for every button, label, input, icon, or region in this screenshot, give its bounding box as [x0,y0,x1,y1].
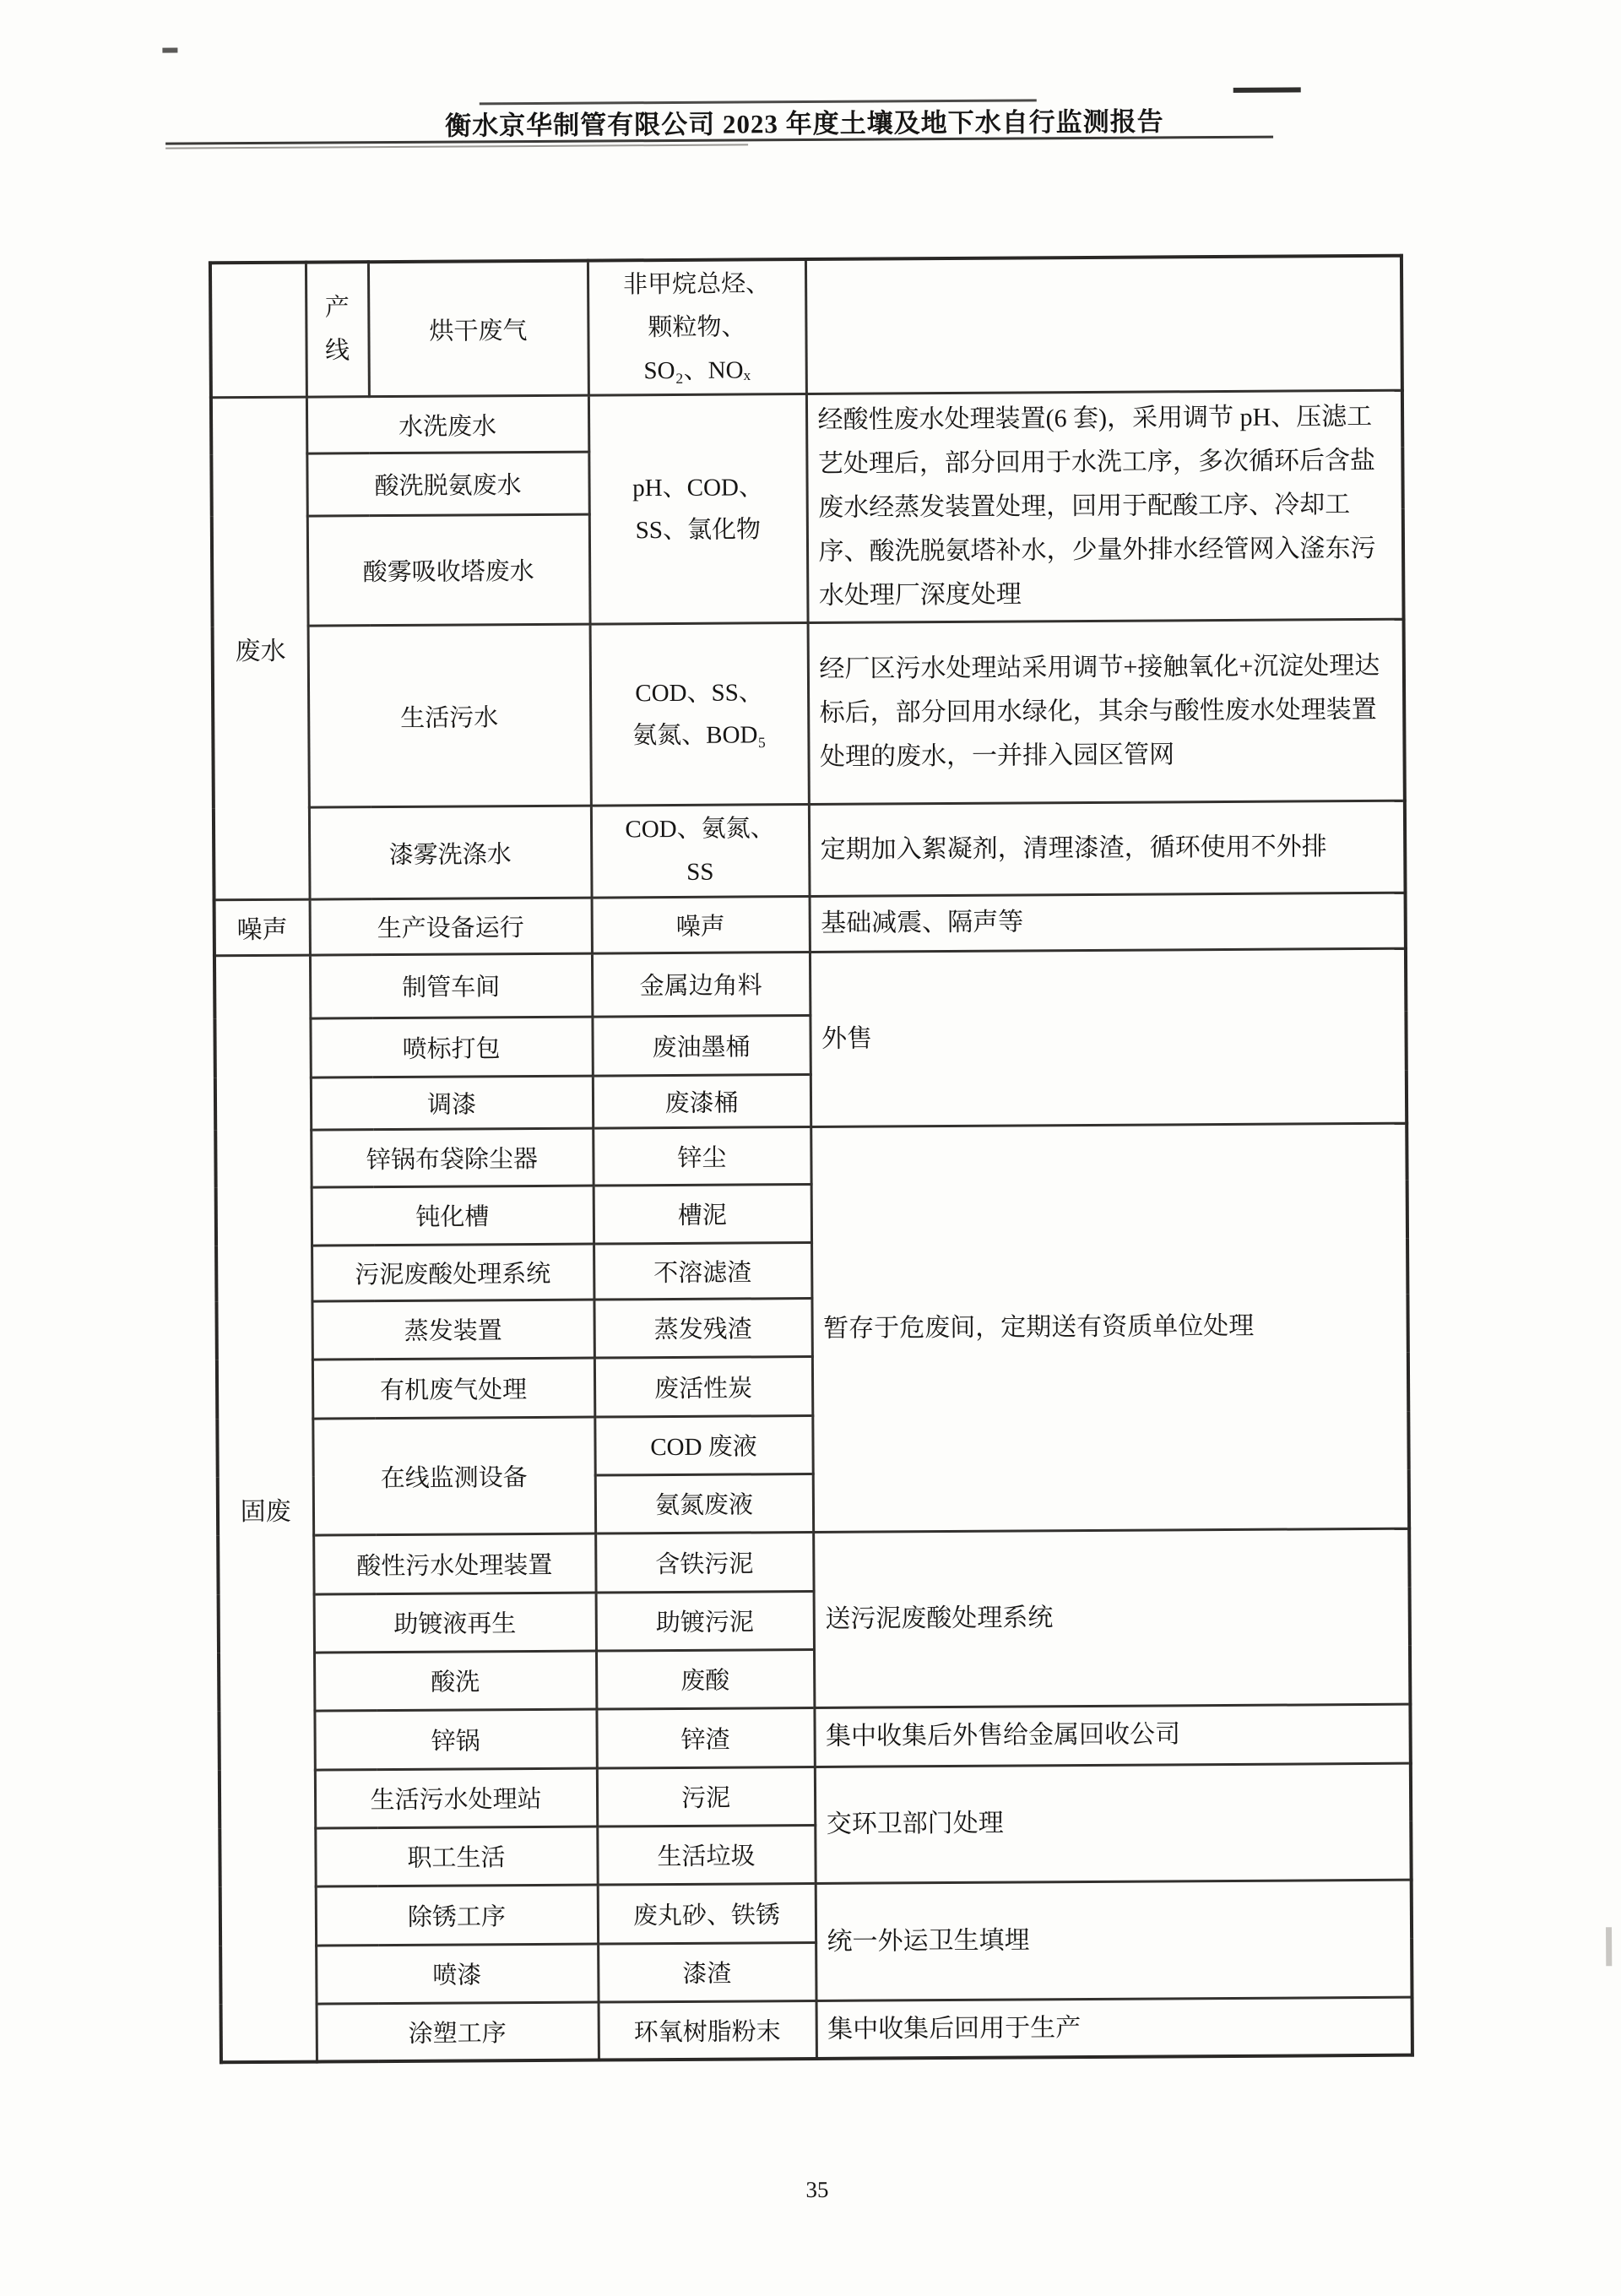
cell-pollutant: 废活性炭 [594,1356,812,1417]
cell-source: 酸性污水处理装置 [313,1533,595,1594]
cell-pollutant: 废酸 [596,1649,814,1709]
cell-treatment: 集中收集后回用于生产 [816,1997,1412,2059]
table-row [214,893,1406,956]
cell-treatment: 送污泥废酸处理系统 [813,1528,1410,1707]
cell-source: 酸雾吸收塔废水 [307,514,590,627]
cell-source-group: 产 线 [306,262,369,397]
cell-pollutant: 非甲烷总烃、 颗粒物、 SO₂、NOₓ [588,259,806,395]
cell-pollutant: COD、氨氮、 SS [591,805,810,898]
cell-pollutant: 废丸砂、铁锈 [598,1883,816,1944]
cell-pollutant: 污泥 [597,1767,815,1826]
scan-artifact-top-left [162,48,177,53]
cell-treatment-empty [805,256,1402,394]
cell-pollutant: 废油墨桶 [592,1015,810,1076]
cell-treatment: 统一外运卫生填埋 [816,1880,1412,2000]
header-divider-line-shadow [165,144,748,149]
cell-source: 涂塑工序 [317,2002,599,2062]
table-row [221,1997,1412,2063]
cell-source: 有机废气处理 [312,1358,594,1419]
cell-source: 水洗废水 [306,395,588,453]
cell-source: 在线监测设备 [312,1417,595,1535]
cell-treatment: 经厂区污水处理站采用调节+接触氧化+沉淀处理达标后，部分回用水绿化，其余与酸性废水处理装置处理的废水，一并排入园区管网 [808,619,1405,804]
cell-source: 助镀液再生 [314,1593,596,1653]
cell-source: 生产设备运行 [310,898,592,955]
cell-pollutant: 噪声 [592,896,810,953]
cell-category: 固废 [214,955,317,2063]
cell-pollutant: 环氧树脂粉末 [599,2000,816,2060]
table-row [218,1528,1409,1595]
cell-source: 除锈工序 [316,1885,598,1946]
table-row [219,1704,1410,1771]
cell-pollutant: 锌渣 [596,1707,814,1768]
scan-artifact-header-dash [1233,87,1301,92]
cell-pollutant: 助镀污泥 [596,1591,814,1651]
scan-artifact-right-edge [1606,1927,1612,1966]
cell-source: 漆雾洗涤水 [309,806,592,899]
cell-pollutant: 生活垃圾 [597,1825,815,1885]
cell-pollutant: 金属边角料 [592,952,810,1017]
page-number: 35 [805,2176,829,2203]
cell-treatment: 暂存于危废间，定期送有资质单位处理 [810,1123,1409,1532]
table-row [214,948,1406,1019]
cell-treatment: 经酸性废水处理装置(6 套)，采用调节 pH、压滤工艺处理后，部分回用于水洗工序，多次循环后含盐废水经蒸发装置处理，回用于配酸工序、冷却工序、酸洗脱氨塔补水，少量外排水经管网入滏东污水处理厂深度处理 [806,390,1404,622]
table-row [213,619,1405,808]
cell-pollutant: 含铁污泥 [595,1532,813,1593]
cell-pollutant: 不溶滤渣 [594,1242,811,1300]
cell-source: 污泥废酸处理系统 [312,1244,594,1301]
cell-treatment: 集中收集后外售给金属回收公司 [814,1704,1410,1767]
cell-treatment: 定期加入絮凝剂，清理漆渣，循环使用不外排 [809,801,1406,896]
cell-source: 职工生活 [315,1826,597,1886]
cell-category: 噪声 [214,899,310,956]
table-row [220,1880,1412,1946]
table-row [210,256,1402,398]
table-row [215,1123,1407,1188]
cell-source: 喷标打包 [310,1017,592,1077]
cell-source: 生活污水 [308,624,591,807]
cell-pollutant: 蒸发残渣 [594,1298,811,1358]
cell-source: 蒸发装置 [312,1300,594,1360]
page-header-title: 衡水京华制管有限公司 2023 年度土壤及地下水自行监测报告 [445,106,1164,141]
cell-source: 锌锅布袋除尘器 [311,1128,593,1187]
cell-treatment: 交环卫部门处理 [815,1763,1412,1883]
cell-pollutant: 废漆桶 [593,1074,810,1128]
table-row [214,801,1406,899]
cell-category-empty [210,263,306,398]
cell-source: 烘干废气 [368,261,588,397]
cell-source: 生活污水处理站 [315,1768,597,1828]
cell-source: 锌锅 [314,1709,596,1770]
cell-source: 制管车间 [310,953,592,1018]
table-row [220,1763,1411,1829]
cell-treatment: 基础减震、隔声等 [810,893,1406,952]
waste-management-table [209,254,1414,2065]
cell-pollutant: 漆渣 [598,1942,816,2002]
cell-source: 喷漆 [316,1944,598,2004]
cell-pollutant: pH、COD、 SS、氯化物 [588,394,808,625]
cell-treatment: 外售 [810,948,1407,1126]
cell-pollutant: COD、SS、 氨氮、BOD₅ [590,623,809,806]
cell-source: 调漆 [311,1076,593,1130]
cell-source: 酸洗脱氨废水 [306,452,588,515]
cell-pollutant: 锌尘 [593,1126,810,1186]
cell-source: 钝化槽 [312,1186,594,1246]
table-row [211,390,1402,454]
cell-pollutant: 氨氮废液 [595,1474,813,1533]
cell-pollutant: 槽泥 [594,1184,811,1244]
cell-category: 废水 [211,397,310,899]
cell-pollutant: COD 废液 [594,1415,812,1475]
table-body [210,256,1412,2063]
cell-source: 酸洗 [314,1651,596,1711]
